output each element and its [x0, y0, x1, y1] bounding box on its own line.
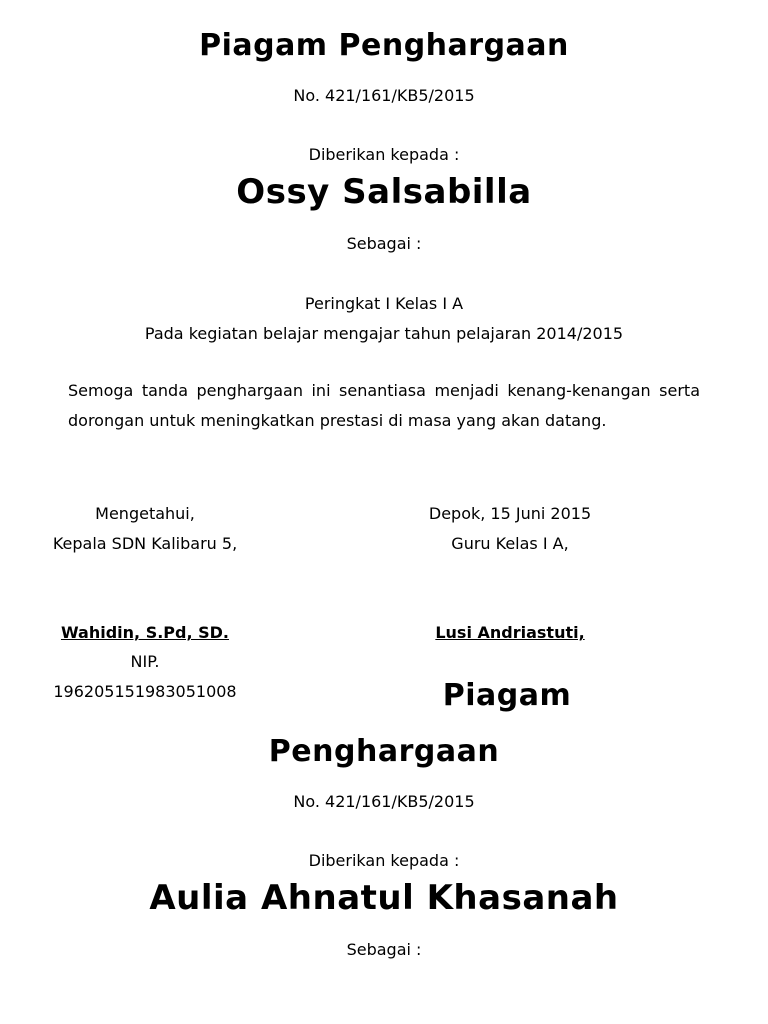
certificate2-given-to-label: Diberikan kepada :: [308, 851, 460, 870]
given-to-label: Diberikan kepada :: [308, 145, 460, 164]
left-signature-nip: 196205151983051008: [53, 682, 237, 701]
left-signature-nip-label: NIP.: [130, 652, 160, 671]
recipient-name: Ossy Salsabilla: [236, 172, 532, 212]
right-signer-name: Lusi Andriastuti,: [435, 623, 585, 642]
left-signature-position: Kepala SDN Kalibaru 5,: [52, 534, 238, 553]
certificate-number: No. 421/161/KB5/2015: [293, 86, 475, 105]
activity-text: Pada kegiatan belajar mengajar tahun pelajaran 2014/2015: [144, 324, 624, 343]
right-signature-position: Guru Kelas I A,: [451, 534, 569, 553]
certificate2-number: No. 421/161/KB5/2015: [293, 792, 475, 811]
certificate2-title-line1: Piagam: [442, 678, 572, 713]
certificate2-recipient-name: Aulia Ahnatul Khasanah: [149, 878, 619, 918]
left-signer-name: Wahidin, S.Pd, SD.: [60, 623, 230, 642]
left-signature-acknowledged: Mengetahui,: [95, 504, 195, 523]
certificate-title: Piagam Penghargaan: [199, 28, 569, 63]
certificate2-as-label: Sebagai :: [346, 940, 422, 959]
right-signature-place-date: Depok, 15 Juni 2015: [428, 504, 592, 523]
message-paragraph: Semoga tanda penghargaan ini senantiasa menjadi kenang-kenangan serta dorongan untuk meningkatkan prestasi di masa yang akan datang.: [68, 381, 700, 430]
certificate2-title-line2: Penghargaan: [268, 734, 500, 769]
as-label: Sebagai :: [346, 234, 422, 253]
rank-text: Peringkat I Kelas I A: [304, 294, 464, 313]
